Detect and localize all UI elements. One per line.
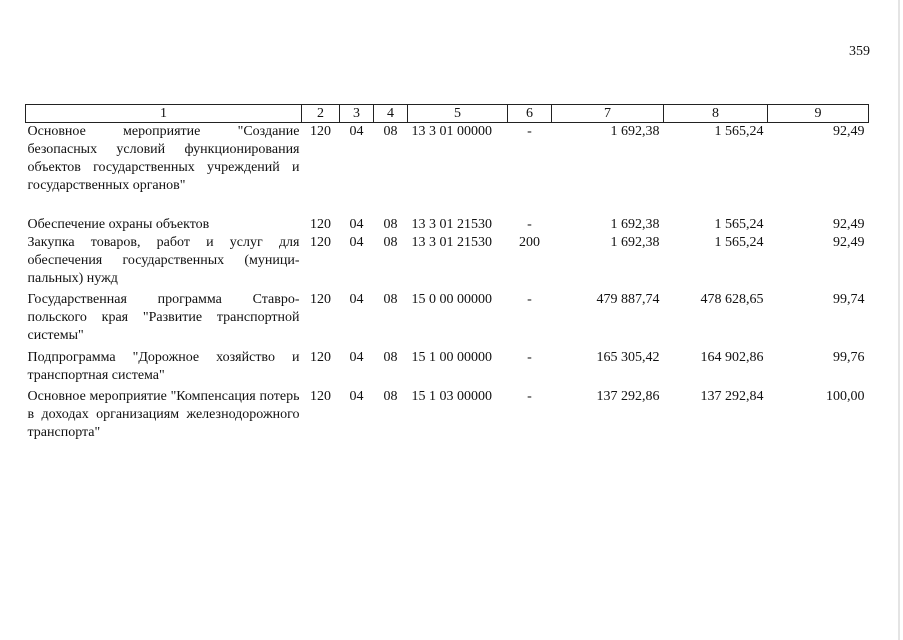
cell-col-8: 137 292,84 [700, 388, 764, 404]
cell-col-9: 92,49 [833, 124, 865, 139]
cell-col-3: 04 [349, 349, 364, 365]
cell-col-9: 92,49 [833, 234, 865, 250]
cell-col-4: 08 [383, 291, 398, 307]
cell-col-3: 04 [349, 216, 364, 232]
cell-col-4: 08 [383, 234, 398, 250]
cell-col-2: 120 [310, 349, 331, 365]
header-col-3: 3 [340, 105, 374, 123]
cell-col-3: 04 [349, 291, 364, 307]
row-name: Подпрограмма "Дорожное хозяйство и транспортная система" [27, 349, 300, 383]
cell-col-5: 13 3 01 21530 [411, 234, 492, 250]
budget-table [25, 104, 869, 445]
cell-col-7: 1 692,38 [610, 216, 660, 232]
cell-col-2: 120 [310, 291, 331, 307]
table-header [26, 105, 869, 123]
cell-col-7: 137 292,86 [596, 388, 660, 404]
cell-col-7: 479 887,74 [596, 291, 660, 307]
cell-col-6: - [527, 388, 532, 404]
cell-col-7: 1 692,38 [610, 124, 660, 139]
cell-col-6: 200 [519, 234, 540, 250]
cell-col-9: 100,00 [826, 388, 865, 404]
table-row [26, 349, 869, 388]
page-number: 359 [849, 44, 870, 59]
row-name: Закупка товаров, работ и услуг для обеспечения государственных (муници-пальных) нужд [27, 234, 300, 286]
cell-col-2: 120 [310, 124, 331, 139]
cell-col-8: 478 628,65 [700, 291, 764, 307]
cell-col-3: 04 [349, 124, 364, 139]
cell-col-6: - [527, 216, 532, 232]
cell-col-2: 120 [310, 388, 331, 404]
cell-col-8: 164 902,86 [700, 349, 764, 365]
cell-col-4: 08 [383, 124, 398, 139]
cell-col-5: 13 3 01 00000 [411, 124, 492, 139]
header-col-8: 8 [664, 105, 768, 123]
row-name: Основное мероприятие "Компенсация потерь в доходах организациям железнодорожного транспорта" [27, 388, 300, 440]
table-row [26, 291, 869, 349]
cell-col-6: - [527, 124, 532, 139]
cell-col-7: 165 305,42 [596, 349, 660, 365]
header-col-5: 5 [408, 105, 508, 123]
cell-col-5: 13 3 01 21530 [411, 216, 492, 232]
header-col-1: 1 [26, 105, 302, 123]
row-name: Государственная программа Ставро-польского края "Развитие транспортной системы" [27, 291, 300, 343]
cell-col-6: - [527, 349, 532, 365]
cell-col-8: 1 565,24 [714, 216, 764, 232]
cell-col-2: 120 [310, 216, 331, 232]
cell-col-5: 15 1 03 00000 [411, 388, 492, 404]
table-row [26, 234, 869, 291]
header-col-2: 2 [302, 105, 340, 123]
cell-col-4: 08 [383, 349, 398, 365]
cell-col-3: 04 [349, 388, 364, 404]
header-col-4: 4 [374, 105, 408, 123]
cell-col-8: 1 565,24 [714, 124, 764, 139]
page-edge [898, 0, 900, 640]
cell-col-7: 1 692,38 [610, 234, 660, 250]
cell-col-5: 15 1 00 00000 [411, 349, 492, 365]
header-row [26, 105, 869, 123]
header-col-6: 6 [508, 105, 552, 123]
cell-col-2: 120 [310, 234, 331, 250]
cell-col-4: 08 [383, 216, 398, 232]
cell-col-4: 08 [383, 388, 398, 404]
header-col-7: 7 [552, 105, 664, 123]
cell-col-6: - [527, 291, 532, 307]
row-name: Обеспечение охраны объектов [27, 216, 210, 232]
cell-col-3: 04 [349, 234, 364, 250]
table-body [26, 123, 869, 445]
table-row [26, 123, 869, 216]
cell-col-9: 99,76 [833, 349, 865, 365]
row-name: Основное мероприятие "Создание безопасных условий функционирования объектов государственных учреждений и государственных органов" [27, 124, 300, 193]
header-col-9: 9 [768, 105, 869, 123]
cell-col-9: 99,74 [833, 291, 865, 307]
table-row [26, 388, 869, 445]
table-row [26, 216, 869, 234]
cell-col-5: 15 0 00 00000 [411, 291, 492, 307]
cell-col-9: 92,49 [833, 216, 865, 232]
cell-col-8: 1 565,24 [714, 234, 764, 250]
